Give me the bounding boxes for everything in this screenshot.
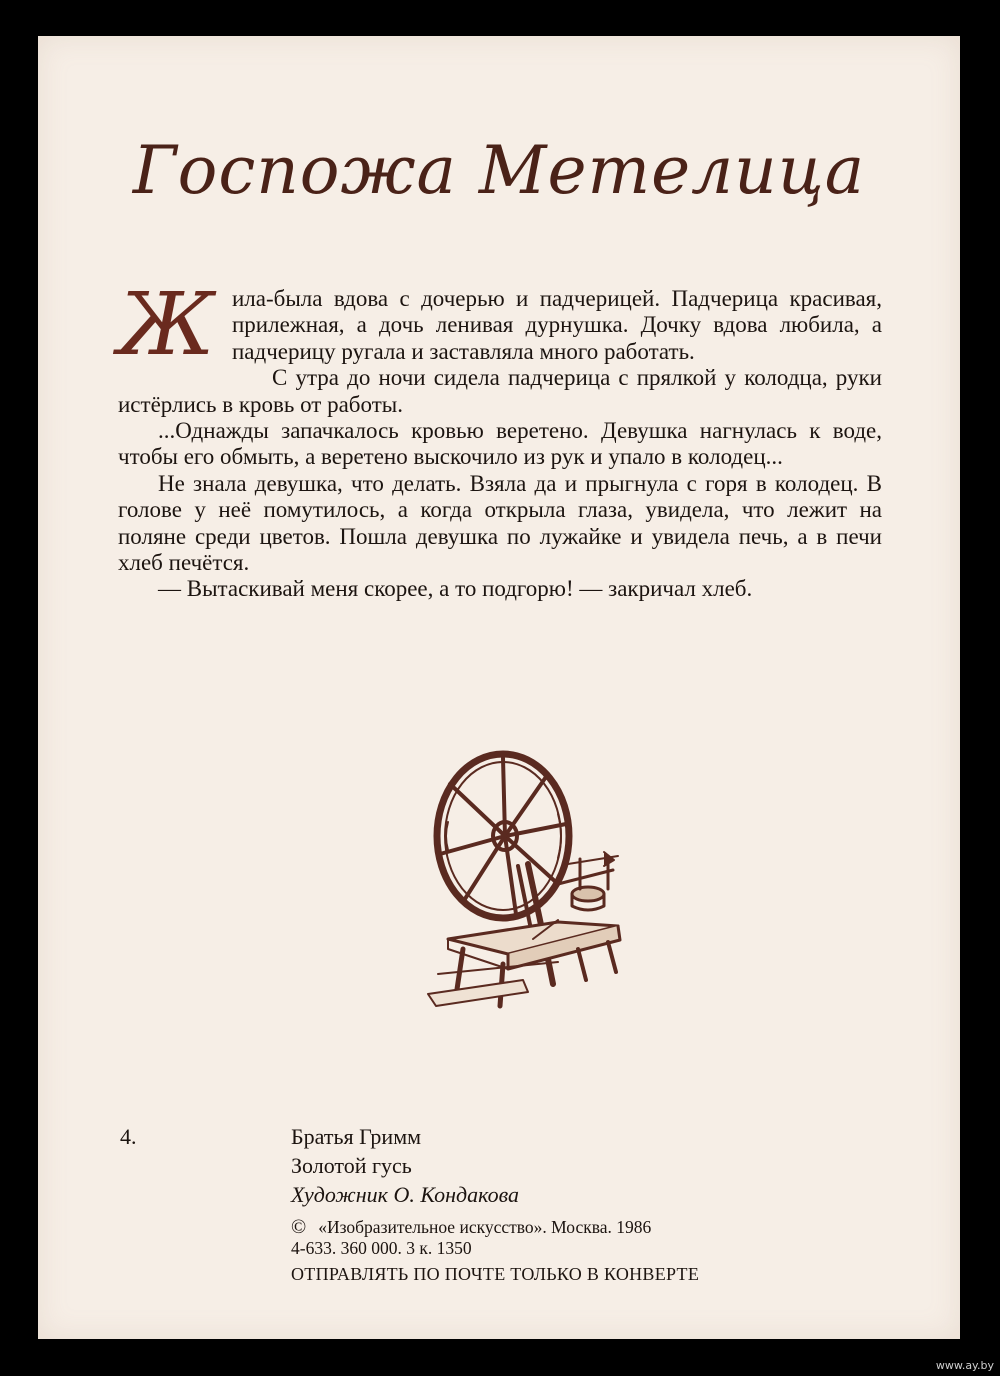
card-number: 4. <box>120 1124 137 1149</box>
author-line: Братья Гримм <box>291 1124 422 1149</box>
publisher-text: «Изобразительное искусство». Москва. 1986 <box>318 1217 652 1237</box>
print-info: 4-633. 360 000. 3 к. 1350 <box>291 1238 472 1258</box>
story-paragraph-4: Не знала девушка, что делать. Взяла да и прыгнула с горя в колодец. В голове у неё помутилось, а когда открыла глаза, увидела, что лежит на поляне среди цветов. Пошла девушка по лужайке и увидела печь, а в печи хлеб печётся. <box>118 470 882 576</box>
drop-cap: Ж <box>118 275 215 375</box>
story-text <box>118 275 882 603</box>
watermark: www.ay.by <box>935 1359 994 1372</box>
publisher-line <box>291 1217 699 1238</box>
mailing-note: ОТПРАВЛЯТЬ ПО ПОЧТЕ ТОЛЬКО В КОНВЕРТЕ <box>291 1264 700 1284</box>
spinning-wheel-icon <box>408 744 638 1010</box>
artist-line: Художник О. Кондакова <box>291 1182 520 1207</box>
story-paragraph-2: С утра до ночи сидела падчерица с прялкой у колодца, руки истёрлись в кровь от работы. <box>118 365 882 417</box>
book-line: Золотой гусь <box>291 1153 412 1178</box>
publication-info <box>291 1122 699 1287</box>
paragraph-text: ила-была вдова с дочерью и падчерицей. Падчерица красивая, прилежная, а дочь ленивая дурнушка. Дочку вдова любила, а падчерицу ругала и заставляла много работать. <box>232 286 882 364</box>
story-paragraph-1 <box>118 275 882 375</box>
story-paragraph-5: — Вытаскивай меня скорее, а то подгорю! — закричал хлеб. <box>158 576 753 602</box>
postcard-back <box>38 36 960 1339</box>
copyright-icon: © <box>291 1216 307 1238</box>
story-paragraph-3: ...Однажды запачкалось кровью веретено. Девушка нагнулась к воде, чтобы его обмыть, а веретено выскочило из рук и упало в колодец... <box>118 418 882 470</box>
story-title: Госпожа Метелица <box>132 132 866 209</box>
